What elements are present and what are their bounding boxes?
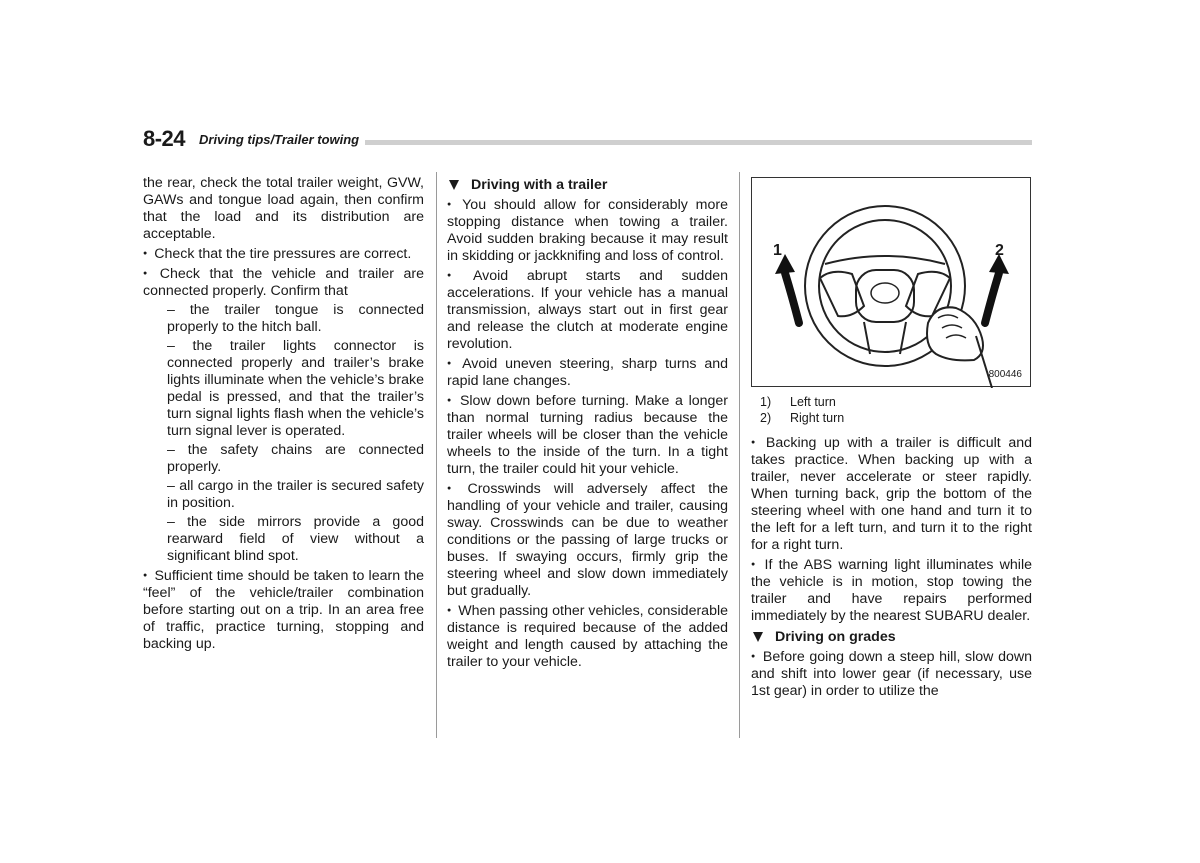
figure-code: 800446 [988, 369, 1022, 380]
sub-item-tongue: – the trailer tongue is connected properly to the hitch ball. [167, 302, 424, 335]
header-rule [365, 140, 1032, 145]
bullet-crosswinds: ● Crosswinds will adversely affect the handling of your vehicle and trailer, causing sway. Crosswinds can be due to weather conditions or the passing of large trucks or buses. If swaying occurs, firmly grip the steering wheel and slow down immediately but gradually. [447, 480, 728, 600]
bullet-passing-vehicles: ● When passing other vehicles, considerable distance is required because of the added weight and length caused by attaching the trailer to your vehicle. [447, 602, 728, 671]
steering-wheel-figure [751, 177, 1031, 387]
steering-wheel-illustration [752, 178, 1032, 388]
bullet-stopping-distance: ● You should allow for considerably more stopping distance when towing a trailer. Avoid sudden braking because it may result in skidding or jackknifing and loss of control. [447, 196, 728, 265]
triangle-down-icon [753, 632, 763, 642]
sub-item-chains: – the safety chains are connected properly. [167, 442, 424, 475]
sub-item-lights: – the trailer lights connector is connected properly and trailer’s brake lights illuminate when the vehicle’s brake pedal is pressed, and that the trailer’s turn signal lights flash when the vehicle’s turn signal lever is operated. [167, 338, 424, 439]
sub-item-mirrors: – the side mirrors provide a good rearward field of view without a significant blind spot. [167, 514, 424, 564]
column-3 [751, 434, 1032, 700]
heading-driving-on-grades: Driving on grades [751, 629, 1032, 646]
bullet-connection-check: ● Check that the vehicle and trailer are connected properly. Confirm that [143, 265, 424, 300]
legend-item-right-turn: 2) Right turn [760, 411, 845, 425]
heading-driving-with-trailer: Driving with a trailer [447, 177, 728, 194]
paragraph-continued: the rear, check the total trailer weight, GVW, GAWs and tongue load again, then confirm that the load and its distribution are acceptable. [143, 175, 424, 242]
column-divider-2 [739, 172, 740, 738]
bullet-slow-down-turning: ● Slow down before turning. Make a longer than normal turning radius because the trailer wheels will be closer than the vehicle wheels to the inside of the turn. In a tight turn, the trailer could hit your vehicle. [447, 392, 728, 478]
triangle-down-icon [449, 180, 459, 190]
bullet-abrupt-starts: ● Avoid abrupt starts and sudden accelerations. If your vehicle has a manual transmission, always start out in first gear and release the clutch at moderate engine revolution. [447, 267, 728, 353]
figure-label-2: 2 [995, 242, 1004, 259]
bullet-backing-up: ● Backing up with a trailer is difficult and takes practice. When backing up with a trailer, never accelerate or steer rapidly. When turning back, grip the bottom of the steering wheel with one hand and turn it to the left for a left turn, and turn it to the right for a right turn. [751, 434, 1032, 554]
bullet-practice: ● Sufficient time should be taken to learn the “feel” of the vehicle/trailer combination before starting out on a trip. In an area free of traffic, practice turning, stopping and backing up. [143, 567, 424, 653]
section-title: Driving tips/Trailer towing [199, 132, 360, 147]
sub-item-cargo: – all cargo in the trailer is secured safety in position. [167, 478, 424, 511]
column-divider-1 [436, 172, 437, 738]
figure-label-1: 1 [773, 242, 782, 259]
figure-legend [760, 394, 844, 426]
bullet-uneven-steering: ● Avoid uneven steering, sharp turns and rapid lane changes. [447, 355, 728, 390]
legend-item-left-turn: 1) Left turn [760, 395, 836, 409]
bullet-steep-hill: ● Before going down a steep hill, slow down and shift into lower gear (if necessary, use 1st gear) in order to utilize the [751, 648, 1032, 700]
page-header [143, 126, 1032, 152]
column-2 [447, 177, 728, 671]
bullet-tire-pressure: ● Check that the tire pressures are correct. [143, 245, 424, 263]
bullet-abs-warning: ● If the ABS warning light illuminates while the vehicle is in motion, stop towing the trailer and have repairs performed immediately by the nearest SUBARU dealer. [751, 556, 1032, 625]
column-1 [143, 175, 424, 653]
page-number: 8-24 [143, 126, 186, 151]
